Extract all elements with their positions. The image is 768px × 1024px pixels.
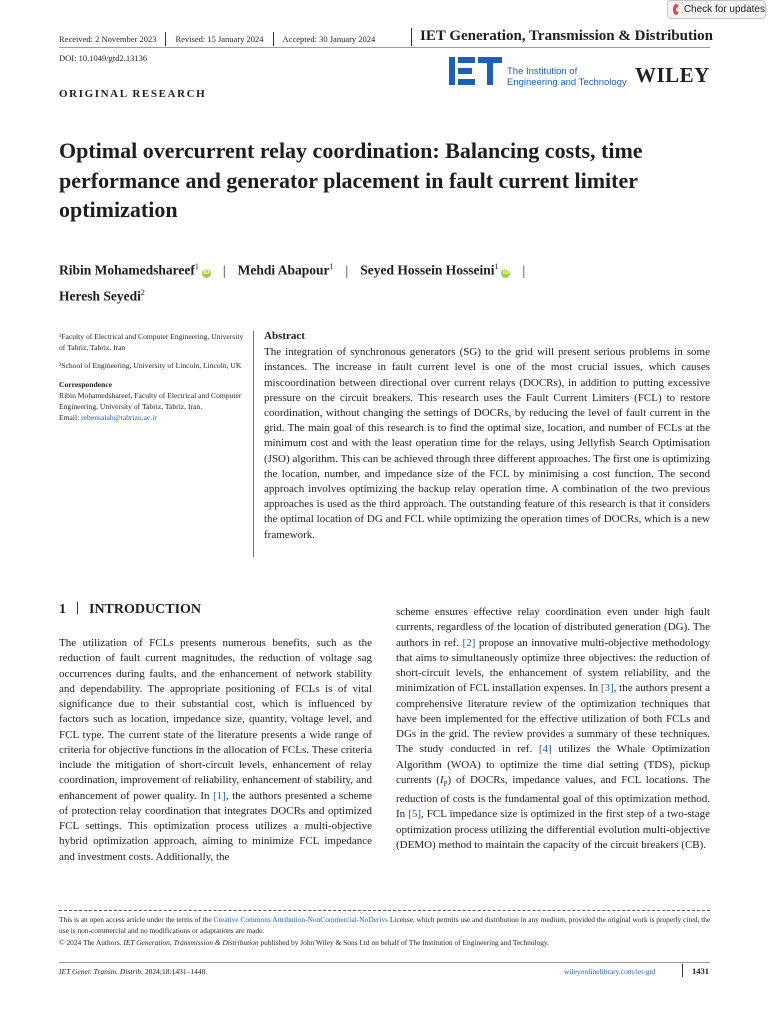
body-text: The utilization of FCLs presents numerous benefits, such as the reduction of fault current magnitudes, the reduction of voltage sag occurrences during faults, and the enhancement of network stability and dependability. The appropriate positioning of FCLs is of vital significance due to their substantial cost, which is influenced by factors such as location, impedance size, quantity, voltage level, and FCL type. The current state of the literature presents a wide range of criteria for objective functions in the allocation of FCLs. These criteria include the mitigation of short-circuit levels, enhancement of relay coordination, improvement of reliability, enhancement of stability, and enhancement of power quality. In	[59, 637, 372, 802]
affiliation-2: ²School of Engineering, University of Lincoln, Lincoln, UK	[59, 361, 242, 371]
paragraph	[396, 605, 710, 853]
copyright-post: published by John Wiley & Sons Ltd on behalf of The Institution of Engineering and Technology.	[258, 937, 549, 947]
body-text: utilizes the Whale Optimization Algorithm (WOA) to optimize the time dial setting (TDS), pickup currents (	[396, 743, 711, 786]
divider	[165, 32, 166, 46]
author-separator: |	[345, 262, 349, 278]
revised-date: Revised: 15 January 2024	[175, 34, 264, 44]
license-pre: This is an open access article under the terms of the	[59, 915, 214, 924]
citation-ref-link[interactable]: [3]	[600, 682, 614, 695]
header-rule	[59, 47, 710, 48]
license-post: License, which permits use and distribution in any medium, provided the original work is properly cited, the use is non-commercial and no modifications or adaptations are made.	[59, 915, 711, 936]
article-dates	[59, 32, 375, 46]
column-divider	[253, 331, 254, 557]
author-affiliation-mark: 2	[140, 287, 145, 297]
wiley-logo[interactable]: WILEY	[635, 63, 710, 87]
citation-details: 2024;18:1431–1448.	[143, 967, 208, 976]
copyright-journal: IET Generation, Transmission & Distribution	[123, 937, 259, 947]
author-name[interactable]: Mehdi Abapour	[237, 262, 330, 278]
divider	[411, 28, 412, 46]
author-affiliation-mark: 1	[194, 262, 199, 271]
check-for-updates-label: Check for updates	[683, 4, 765, 15]
iet-institution-name	[507, 66, 627, 88]
body-text: , the authors presented a scheme of protection relay coordination that integrates DOCRs and optimized FCL settings. This optimization process utilizes a multi-objective hybrid optimization approach, aiming to minimize FCL impedance and investment costs. Additionally, the	[59, 789, 372, 863]
email-label: Email:	[59, 413, 82, 423]
orcid-icon[interactable]: iD	[502, 269, 509, 276]
received-date: Received: 2 November 2023	[59, 34, 157, 44]
author-list	[59, 256, 709, 307]
citation-ref-link[interactable]: [5]	[408, 808, 422, 821]
correspondence-heading: Correspondence	[59, 379, 113, 389]
section-title: INTRODUCTION	[89, 602, 202, 617]
affiliation-1: ¹Faculty of Electrical and Computer Engineering, University of Tabriz, Tabriz, Iran	[59, 332, 244, 353]
footer-rule	[59, 962, 710, 963]
article-title: Optimal overcurrent relay coordination: Balancing costs, time performance and generator placement in fault current limiter optimization	[59, 138, 643, 222]
math-symbol: I	[439, 773, 444, 786]
divider	[273, 32, 274, 46]
author-name[interactable]: Seyed Hossein Hosseini	[360, 262, 495, 278]
body-text: , the authors present a comprehensive literature review of the optimization techniques that have been implemented for the effective utilization of both FCLs and DGs in the grid. The review provides a summary of these techniques. The study conducted in ref.	[396, 682, 711, 756]
citation-journal: IET Gener. Transm. Distrib.	[59, 967, 144, 976]
copyright-text	[59, 937, 714, 948]
journal-url-link[interactable]: wileyonlinelibrary.com/iet-gtd	[564, 967, 656, 976]
check-for-updates-button[interactable]	[667, 0, 766, 19]
doi[interactable]: DOI: 10.1049/gtd2.13136	[59, 53, 148, 63]
license-link[interactable]: Creative Commons Attribution-NonCommercial-NoDerivs	[213, 915, 389, 924]
affiliations	[59, 331, 249, 423]
section-heading-introduction	[59, 602, 201, 618]
body-text: ) of DOCRs, impedance values, and FCL locations. The reduction of costs is the fundamental goal of this optimization method. In	[396, 773, 710, 821]
citation-ref-link[interactable]: [2]	[462, 636, 476, 649]
body-text: scheme ensures effective relay coordination even under high fault currents, regardless of the location of distributed generation (DG). The authors in ref.	[396, 606, 710, 649]
section-number: 1	[59, 602, 66, 617]
author-name[interactable]: Heresh Seyedi	[59, 288, 141, 303]
author-affiliation-mark: 1	[494, 262, 499, 271]
body-column-left	[59, 636, 372, 865]
footnote-rule	[59, 910, 710, 911]
divider	[682, 964, 683, 977]
update-icon	[673, 4, 679, 15]
abstract-heading: Abstract	[264, 330, 305, 342]
license-notice	[59, 914, 714, 948]
email-link[interactable]: rebensalah@tabrizu.ac.ir	[81, 413, 157, 423]
author-affiliation-mark: 1	[329, 262, 334, 271]
email-line	[59, 412, 249, 423]
citation	[59, 967, 207, 976]
iet-logo[interactable]	[449, 57, 502, 85]
abstract-text: The integration of synchronous generators (SG) to the grid will present serious problems in some instances. The increase in fault current level is one of the most crucial issues, which causes miscoordination between directional over current relays (DOCRs), in addition to putting excessive pressure on the circuit breakers. This research uses the Fault Current Limiters (FCL) to restore coordination, without changing the settings of DOCRs, by reducing the level of fault current in the grid. The main goal of this research is to find the optimal size, location, and number of FCLs at the minimum cost and with the least operation time for the relays, using Jellyfish Search Optimisation (JSO) algorithm. This can be achieved through three different approaches. The first one is optimizing the location, number, and impedance size of the FCL by minimising a cost function. The second approach involves optimizing the backup relay operation time. A combination of the two previous approaches is used as the third approach. The outstanding feature of this research is that it considers the optimal location of DG and FCL while optimizing the operation times of DOCRs, which is a new framework.	[264, 346, 710, 541]
math-subscript: P	[443, 779, 448, 788]
body-column-right	[396, 605, 710, 853]
author-separator: |	[522, 262, 526, 278]
license-text	[59, 914, 714, 937]
copyright-pre: © 2024 The Authors.	[59, 937, 124, 947]
accepted-date: Accepted: 30 January 2024	[282, 34, 376, 44]
page-number: 1431	[692, 966, 709, 976]
section-label: ORIGINAL RESEARCH	[59, 88, 207, 100]
journal-name: IET Generation, Transmission & Distribution	[420, 28, 713, 44]
iet-line-2: Engineering and Technology	[507, 77, 627, 88]
citation-ref-link[interactable]: [4]	[538, 743, 552, 756]
paragraph	[59, 636, 372, 865]
iet-line-1: The Institution of	[507, 66, 578, 77]
orcid-icon[interactable]: iD	[203, 269, 210, 276]
abstract	[264, 329, 710, 543]
divider	[77, 602, 78, 614]
author-separator: |	[222, 262, 226, 278]
body-text: , FCL impedance size is optimized in the first step of a two-stage optimization process utilizing the differential evolution multi-objective (DEMO) method to maintain the capacity of the circuit breakers (CB).	[396, 808, 711, 851]
author-name[interactable]: Ribin Mohamedshareef	[59, 262, 195, 278]
correspondence-text: Ribin Mohamedshareef, Faculty of Electrical and Computer Engineering, University of Tabriz, Tabriz, Iran.	[59, 390, 242, 412]
citation-ref-link[interactable]: [1]	[213, 789, 226, 802]
body-text: propose an innovative multi-objective methodology that aims to simultaneously optimize three objectives: the reduction of short-circuit levels, the enhancement of system reliability, and the minimization of FCL installation expenses. In	[396, 636, 710, 695]
